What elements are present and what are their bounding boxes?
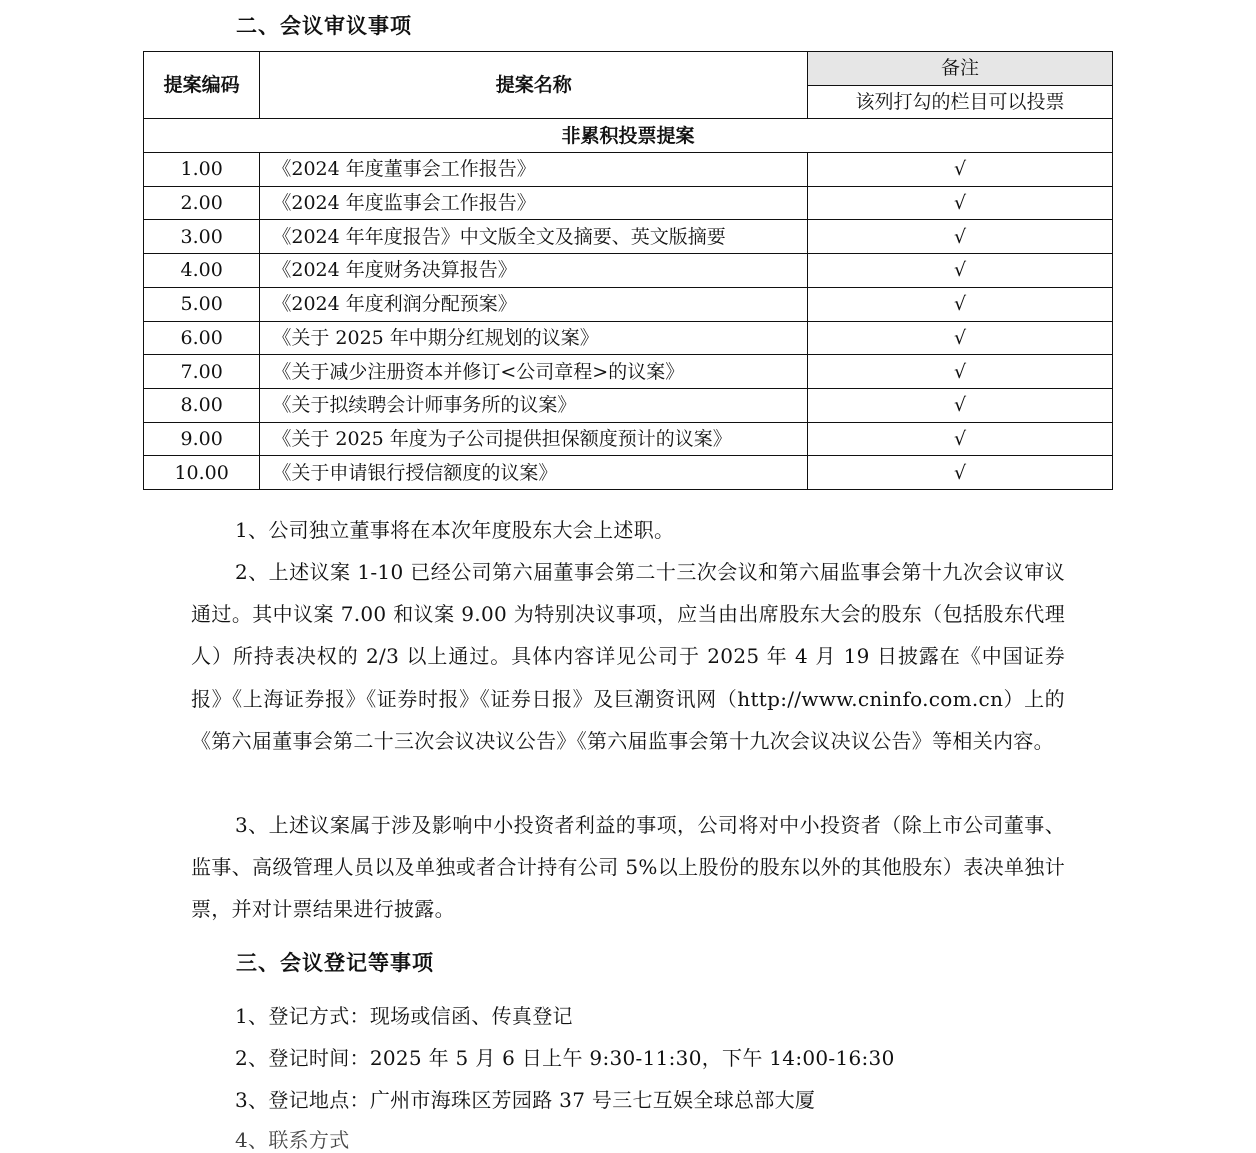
check-mark: √ xyxy=(808,422,1113,456)
check-mark: √ xyxy=(808,321,1113,355)
motion-code: 8.00 xyxy=(144,388,260,422)
header-note: 备注 xyxy=(808,52,1113,86)
table-row xyxy=(144,388,1113,422)
motion-code: 7.00 xyxy=(144,355,260,389)
table-row xyxy=(144,287,1113,321)
table-row xyxy=(144,153,1113,187)
motion-code: 4.00 xyxy=(144,254,260,288)
header-code: 提案编码 xyxy=(144,52,260,119)
check-mark: √ xyxy=(808,254,1113,288)
check-mark: √ xyxy=(808,355,1113,389)
section-label-noncumulative: 非累积投票提案 xyxy=(144,119,1113,153)
motion-code: 5.00 xyxy=(144,287,260,321)
section-heading-meeting-matters: 二、会议审议事项 xyxy=(236,14,412,38)
motion-name: 《2024 年年度报告》中文版全文及摘要、英文版摘要 xyxy=(260,220,808,254)
motion-name: 《关于 2025 年度为子公司提供担保额度预计的议案》 xyxy=(260,422,808,456)
motion-name: 《关于减少注册资本并修订<公司章程>的议案》 xyxy=(260,355,808,389)
motions-table xyxy=(143,51,1113,490)
motion-code: 6.00 xyxy=(144,321,260,355)
motion-name: 《关于拟续聘会计师事务所的议案》 xyxy=(260,388,808,422)
table-row xyxy=(144,355,1113,389)
paragraph-3 xyxy=(191,804,1065,931)
motion-code: 1.00 xyxy=(144,153,260,187)
table-row xyxy=(144,254,1113,288)
registration-method: 1、登记方式：现场或信函、传真登记 xyxy=(235,1004,573,1028)
motion-code: 2.00 xyxy=(144,186,260,220)
motion-code: 9.00 xyxy=(144,422,260,456)
table-row xyxy=(144,220,1113,254)
check-mark: √ xyxy=(808,153,1113,187)
check-mark: √ xyxy=(808,220,1113,254)
motion-name: 《2024 年度董事会工作报告》 xyxy=(260,153,808,187)
paragraph-1-text: 1、公司独立董事将在本次年度股东大会上述职。 xyxy=(235,518,675,542)
paragraph-3-text: 3、上述议案属于涉及影响中小投资者利益的事项，公司将对中小投资者（除上市公司董事、监事、高级管理人员以及单独或者合计持有公司 5%以上股份的股东以外的其他股东）表决单独计票，并对计票结果进行披露。 xyxy=(191,813,1065,922)
header-note-sub: 该列打勾的栏目可以投票 xyxy=(808,85,1113,119)
paragraph-2 xyxy=(191,551,1065,762)
check-mark: √ xyxy=(808,388,1113,422)
check-mark: √ xyxy=(808,456,1113,490)
table-row xyxy=(144,456,1113,490)
motion-name: 《2024 年度监事会工作报告》 xyxy=(260,186,808,220)
motion-code: 10.00 xyxy=(144,456,260,490)
section-heading-registration: 三、会议登记等事项 xyxy=(236,951,434,975)
table-header-row xyxy=(144,52,1113,86)
registration-time: 2、登记时间：2025 年 5 月 6 日上午 9:30-11:30，下午 14:00-16:30 xyxy=(235,1046,895,1070)
table-row xyxy=(144,186,1113,220)
header-name: 提案名称 xyxy=(260,52,808,119)
motion-name: 《关于申请银行授信额度的议案》 xyxy=(260,456,808,490)
motion-name: 《2024 年度利润分配预案》 xyxy=(260,287,808,321)
motion-code: 3.00 xyxy=(144,220,260,254)
registration-contact-partial: 4、联系方式 xyxy=(235,1128,350,1152)
motion-name: 《2024 年度财务决算报告》 xyxy=(260,254,808,288)
paragraph-1 xyxy=(191,509,1065,551)
motion-name: 《关于 2025 年中期分红规划的议案》 xyxy=(260,321,808,355)
check-mark: √ xyxy=(808,186,1113,220)
paragraph-2-text: 2、上述议案 1-10 已经公司第六届董事会第二十三次会议和第六届监事会第十九次会议审议通过。其中议案 7.00 和议案 9.00 为特别决议事项，应当由出席股东大会的股东（包括股东代理人）所持表决权的 2/3 以上通过。具体内容详见公司于 2025 年 4 月 19 日披露在《中国证券报》《上海证券报》《证券时报》《证券日报》及巨潮资讯网（http://www.cninfo.com.cn）上的《第六届董事会第二十三次会议决议公告》《第六届监事会第十九次会议决议公告》等相关内容。 xyxy=(191,560,1065,753)
table-row xyxy=(144,422,1113,456)
registration-location: 3、登记地点：广州市海珠区芳园路 37 号三七互娱全球总部大厦 xyxy=(235,1088,816,1112)
table-row xyxy=(144,321,1113,355)
table-section-row xyxy=(144,119,1113,153)
check-mark: √ xyxy=(808,287,1113,321)
